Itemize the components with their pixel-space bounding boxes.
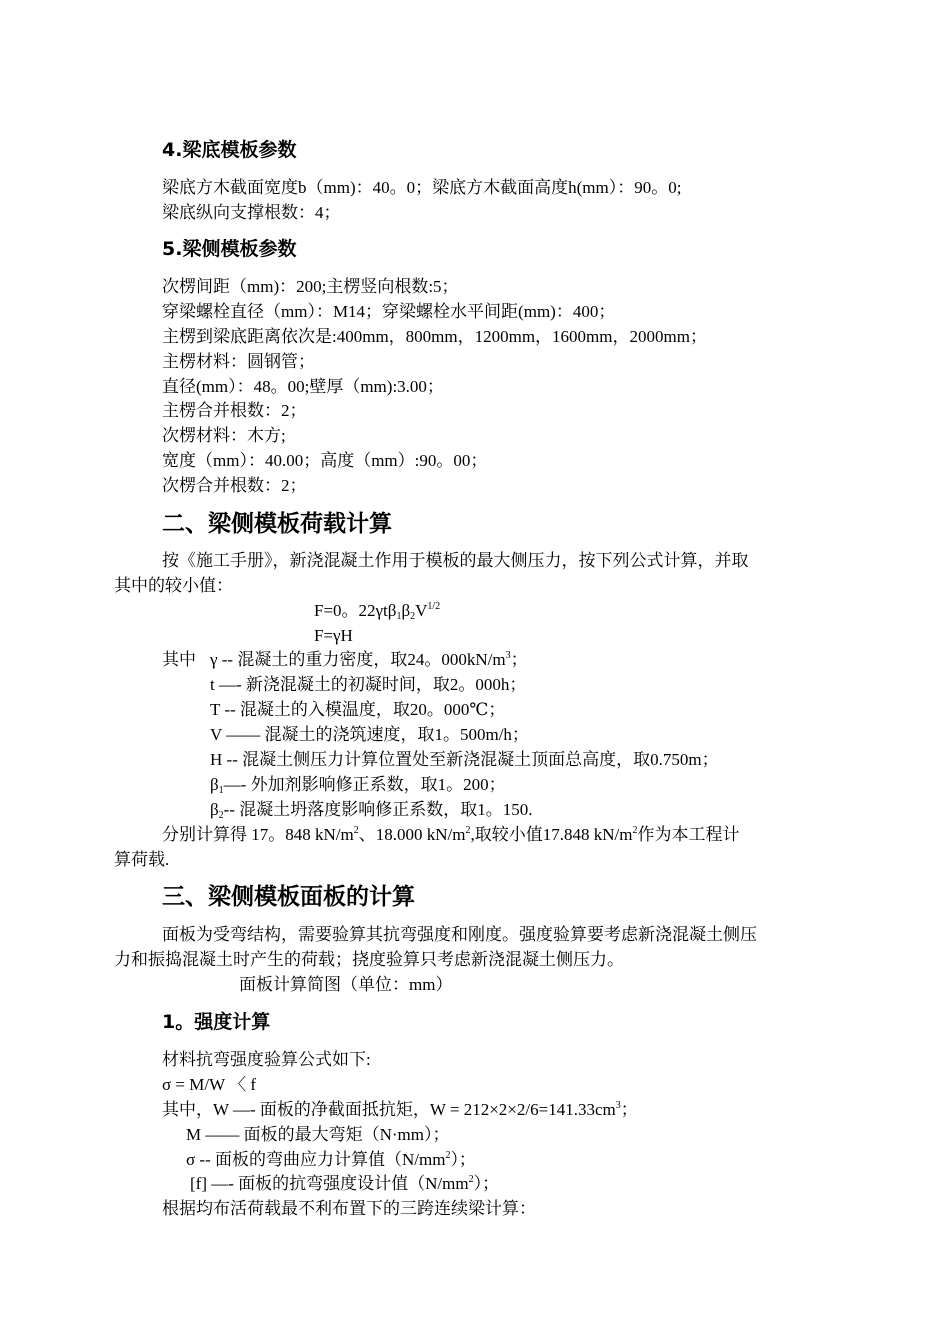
where-beta1: $\beta_1—-$ 外加剂影响修正系数，取1。200； (210, 775, 506, 796)
s5-line: 主楞材料：圆钢管； (162, 352, 315, 371)
where-H: H -- 混凝土侧压力计算位置处至新浇混凝土顶面总高度，取0.750m； (210, 750, 719, 769)
strength-line-W: 其中，W —- 面板的净截面抵抗矩，$W = 212\times 2\times 2/6=141.33cm^3$； (162, 1100, 638, 1119)
subsection-1-heading: 1。强度计算 (162, 1011, 271, 1033)
sec2-para-line-1: 按《施工手册》，新浇混凝土作用于模板的最大侧压力，按下列公式计算，并取 (162, 551, 749, 570)
result-line-1: 分别计算得 17。848 $kN/m^2$、18.000 $kN/m^2$,取较小值17.848 $kN/m^2$作为本工程计 (162, 825, 740, 844)
where-gamma: γ -- 混凝土的重力密度，取24。$000kN/m^3$； (210, 650, 528, 669)
strength-line-1: 材料抗弯强度验算公式如下: (162, 1050, 371, 1069)
where-beta2: $\beta_2--$ 混凝土坍落度影响修正系数，取1。150. (210, 800, 533, 821)
result-line-2: 算荷载. (114, 850, 170, 869)
where-prefix: 其中 (162, 650, 196, 669)
section-2-heading: 二、梁侧模板荷载计算 (162, 511, 392, 537)
where-t: t —- 新浇混凝土的初凝时间，取2。000h； (210, 675, 527, 694)
figure-caption: 面板计算简图（单位：mm） (239, 975, 453, 994)
formula-1: F=0。$22\gamma t\beta_1\beta_2V^{1/2}$ (314, 601, 441, 622)
sec2-para-line-2: 其中的较小值： (114, 576, 233, 595)
s5-line: 穿梁螺栓直径（mm）：M14；穿梁螺栓水平间距(mm)：400； (162, 302, 616, 321)
s5-line: 次楞合并根数：2； (162, 476, 307, 495)
s5-line: 直径(mm）：48。00;壁厚（mm):3.00； (162, 377, 444, 396)
formula-2: F=γH (314, 626, 353, 645)
s5-line: 主楞到梁底距离依次是:400mm，800mm，1200mm，1600mm，2000mm； (162, 327, 707, 346)
strength-line-f: [f] —- 面板的抗弯强度设计值$(N/mm^2)$； (190, 1174, 500, 1193)
s5-line: 次楞间距（mm)：200;主楞竖向根数:5； (162, 277, 459, 296)
where-T: T -- 混凝土的入模温度，取20。000℃； (210, 700, 506, 719)
where-V: V —— 混凝土的浇筑速度，取1。500m/h； (210, 725, 529, 744)
strength-line-last: 根据均布活荷载最不利布置下的三跨连续梁计算： (162, 1199, 536, 1218)
s5-line: 次楞材料：木方; (162, 426, 286, 445)
s5-line: 主楞合并根数：2； (162, 401, 307, 420)
strength-line-M: M —— 面板的最大弯矩（N·mm）； (186, 1125, 450, 1144)
sec3-para-line-2: 力和振捣混凝土时产生的荷载；挠度验算只考虑新浇混凝土侧压力。 (114, 950, 624, 969)
s4-line-2: 梁底纵向支撑根数：4； (162, 203, 341, 222)
sec3-para-line-1: 面板为受弯结构，需要验算其抗弯强度和刚度。强度验算要考虑新浇混凝土侧压 (162, 925, 757, 944)
strength-formula: σ = M/W 〈 f (162, 1075, 256, 1094)
s5-line: 宽度（mm）：40.00；高度（mm）:90。00； (162, 451, 488, 470)
section-3-heading: 三、梁侧模板面板的计算 (162, 884, 415, 910)
s4-line-1: 梁底方木截面宽度b（mm)：40。0；梁底方木截面高度h(mm）：90。0; (162, 178, 682, 197)
strength-line-sigma: σ -- 面板的弯曲应力计算值$(N/mm^2)$； (186, 1150, 476, 1169)
section-4-heading: 4.梁底模板参数 (162, 139, 297, 161)
section-5-heading: 5.梁侧模板参数 (162, 238, 297, 260)
